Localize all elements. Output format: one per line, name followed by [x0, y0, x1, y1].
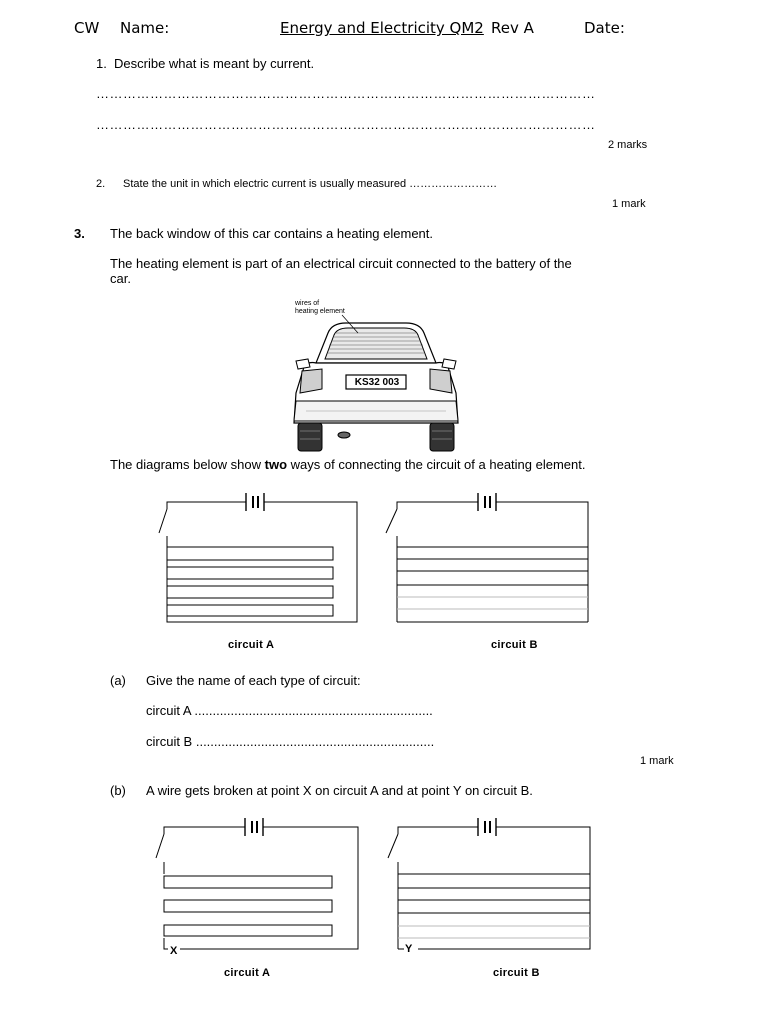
part-a-answer-circuit-b[interactable]: circuit B ..................................................................	[146, 734, 435, 749]
diagrams-intro-bold: two	[264, 457, 288, 472]
name-label: Name:	[120, 19, 170, 37]
q1-number: 1.	[96, 56, 107, 71]
q3-context-line-1: The heating element is part of an electrical circuit connected to the battery of the	[110, 256, 572, 271]
heating-element-label-line-1: wires of	[295, 300, 320, 307]
license-plate: KS32 003	[354, 377, 400, 388]
date-label: Date:	[584, 19, 625, 37]
page-title: Energy and Electricity QM2	[280, 19, 484, 37]
circuit-a-broken-caption: circuit A	[224, 967, 271, 979]
heating-element-label-line-2: heating element	[295, 308, 345, 315]
part-a-label: (a)	[110, 673, 126, 688]
q2-text[interactable]: State the unit in which electric current is usually measured ……………………	[123, 178, 498, 190]
q3-intro: The back window of this car contains a heating element.	[110, 226, 434, 241]
circuit-a-diagram	[150, 485, 370, 635]
circuit-b-diagram	[382, 485, 602, 635]
q1-marks: 2 marks	[608, 139, 648, 151]
part-b-label: (b)	[110, 783, 126, 798]
diagrams-intro-pre: The diagrams below show	[110, 457, 265, 472]
diagrams-intro-post: ways of connecting the circuit of a heating element.	[287, 457, 586, 472]
q3-number: 3.	[74, 226, 85, 241]
part-a-question: Give the name of each type of circuit:	[146, 673, 361, 688]
part-b-question: A wire gets broken at point X on circuit A and at point Y on circuit B.	[146, 783, 533, 798]
circuit-b-caption: circuit B	[491, 639, 538, 651]
q1-answer-line-1[interactable]: …………………………………………………………………………………………………	[96, 86, 596, 101]
revision-label: Rev A	[491, 19, 534, 37]
q2-marks: 1 mark	[612, 198, 646, 210]
diagrams-intro	[110, 457, 585, 472]
cw-label: CW	[74, 19, 100, 37]
q2-number: 2.	[96, 178, 106, 190]
circuit-b-broken-diagram	[382, 812, 602, 962]
q3-context-line-2: car.	[110, 271, 131, 286]
break-point-x: X	[170, 945, 178, 957]
circuit-b-broken-caption: circuit B	[493, 967, 540, 979]
q1-text: Describe what is meant by current.	[114, 56, 315, 71]
part-a-answer-circuit-a[interactable]: circuit A ..................................................................	[146, 703, 433, 718]
circuit-a-caption: circuit A	[228, 639, 275, 651]
part-a-marks: 1 mark	[640, 755, 674, 767]
break-point-y: Y	[405, 943, 413, 955]
q1-answer-line-2[interactable]: …………………………………………………………………………………………………	[96, 117, 596, 132]
circuit-a-broken-diagram	[150, 812, 370, 962]
